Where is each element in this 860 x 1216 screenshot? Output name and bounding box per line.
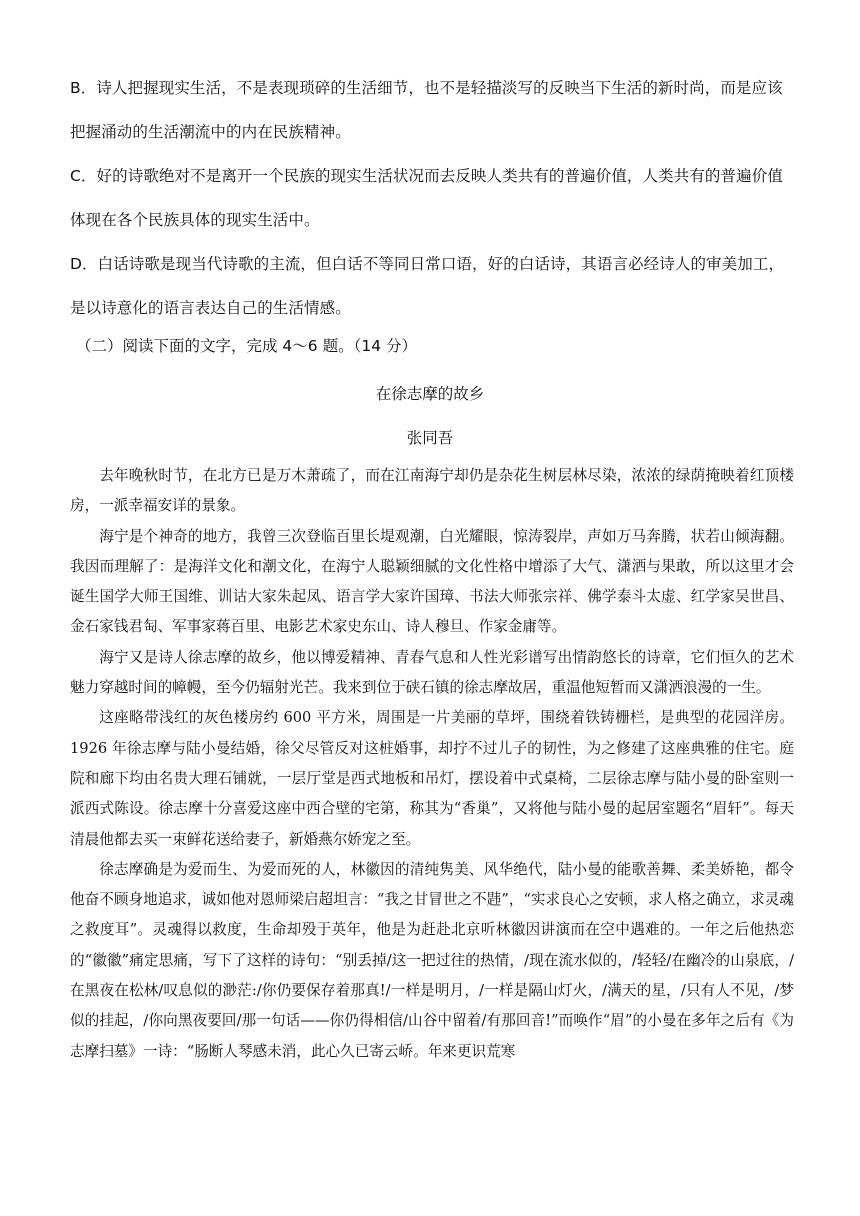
paragraph: 徐志摩确是为爱而生、为爱而死的人，林徽因的清纯隽美、风华绝代，陆小曼的能歌善舞、柔美娇艳，都令他奋不顾身地追求，诚如他对恩师梁启超坦言：“我之甘冒世之不韪”，“实求良心之安顿，求人格之确立，求灵魂之救度耳”。灵魂得以救度，生命却殁于英年，他是为赶赴北京听林徽因讲演而在空中遇难的。一年之后他热恋的“徽徽”痛定思痛，写下了这样的诗句：“别丢掉/这一把过往的热情，/现在流水似的，/轻轻/在幽冷的山泉底，/在黑夜在松林/叹息似的渺茫:/你仍要保存着那真!/一样是明月，/一样是隔山灯火，/满天的星，/只有人不见，/梦似的挂起，/你向黑夜要回/那一句话——你仍得相信/山谷中留着/有那回音!”而唤作“眉”的小曼在多年之后有《为志摩扫墓》一诗：“肠断人琴感未消，此心久已寄云峤。年来更识荒寒 xyxy=(70,860,794,1060)
paragraph: 去年晚秋时节，在北方已是万木萧疏了，而在江南海宁却仍是杂花生树层林尽染，浓浓的绿荫掩映着红顶楼房，一派幸福安详的景象。 xyxy=(70,467,794,515)
option-d: D．白话诗歌是现当代诗歌的主流，但白话不等同日常口语，好的白话诗，其语言必经诗人的审美加工，是以诗意化的语言表达自己的生活情感。 xyxy=(70,255,785,317)
article-author: 张同吾 xyxy=(406,429,454,447)
article-body xyxy=(70,461,794,1067)
paragraph: 海宁又是诗人徐志摩的故乡，他以博爱精神、青春气息和人性光彩谱写出情韵悠长的诗章，它们恒久的艺术魅力穿越时间的幛幔，至今仍辐射光芒。我来到位于硖石镇的徐志摩故居，重温他短暂而又潇洒浪漫的一生。 xyxy=(70,648,794,697)
article-title: 在徐志摩的故乡 xyxy=(375,385,485,403)
paragraph: 海宁是个神奇的地方，我曾三次登临百里长堤观潮，白光耀眼，惊涛裂岸，声如万马奔腾，状若山倾海翻。我因而理解了：是海洋文化和潮文化，在海宁人聪颖细腻的文化性格中增添了大气、潇洒与果敢，所以这里才会诞生国学大师王国维、训诂大家朱起凤、语言学大家许国璋、书法大师张宗祥、佛学泰斗太虚、红学家吴世昌、金石家钱君匋、军事家蒋百里、电影艺术家史东山、诗人穆旦、作家金庸等。 xyxy=(70,527,794,636)
option-b: B．诗人把握现实生活，不是表现琐碎的生活细节，也不是轻描淡写的反映当下生活的新时尚，而是应该把握涌动的生活潮流中的内在民族精神。 xyxy=(70,79,783,141)
option-c: C．好的诗歌绝对不是离开一个民族的现实生活状况而去反映人类共有的普遍价值，人类共有的普遍价值体现在各个民族具体的现实生活中。 xyxy=(70,167,783,229)
paragraph: 这座略带浅红的灰色楼房约 600 平方米，周围是一片美丽的草坪，围绕着铁铸栅栏，是典型的花园洋房。1926 年徐志摩与陆小曼结婚，徐父尽管反对这桩婚事，却拧不过儿子的韧性，为之修建了这座典雅的住宅。庭院和廊下均由名贵大理石铺就，一层厅堂是西式地板和吊灯，摆设着中式桌椅，二层徐志摩与陆小曼的卧室则一派西式陈设。徐志摩十分喜爱这座中西合壁的宅第，称其为“香巢”，又将他与陆小曼的起居室题名“眉轩”。每天清晨他都去买一束鲜花送给妻子，新婚燕尔娇宠之至。 xyxy=(70,709,794,848)
section-heading: （二）阅读下面的文字，完成 4～6 题。（14 分） xyxy=(76,337,417,355)
